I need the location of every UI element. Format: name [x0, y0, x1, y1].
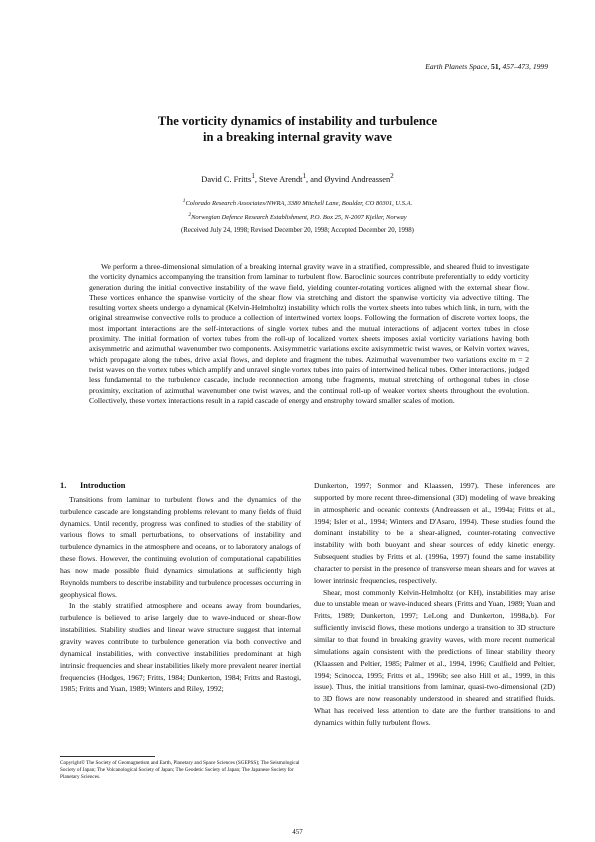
author-1-affil: 1	[251, 172, 255, 180]
journal-name: Earth Planets Space,	[425, 62, 490, 71]
footnote-rule	[60, 756, 155, 757]
copyright-notice: Copyright© The Society of Geomagnetism and Earth, Planetary and Space Sciences (SGEPSS); The Seismological Society of Japan; The Volcanological Society of Japan; The Geodetic Society of Japan; The Japanese Society for Planetary Sciences.	[60, 760, 300, 780]
paper-title	[0, 113, 595, 145]
journal-citation	[425, 62, 548, 71]
page-number: 457	[292, 828, 303, 836]
column-left	[60, 480, 301, 695]
paragraph: In the stably stratified atmosphere and oceans away from boundaries, turbulence is believed to arise largely due to wave-induced or shear-flow instabilities. Stability studies and linear wave structure suggest that internal gravity waves contribute to turbulence generation via both convective and dynamical instabilities, with convective instabilities predominant at high intrinsic frequencies and shear instabilities likely more prevalent nearer inertial frequencies (Hodges, 1967; Fritts, 1984; Dunkerton, 1984; Fritts and Rastogi, 1985; Fritts and Yuan, 1989; Winters and Riley, 1992;	[60, 601, 301, 694]
affiliation-2: $^2$Norwegian Defence Research Establishment, P.O. Box 25, N-2007 Kjeller, Norway	[188, 211, 407, 221]
affiliation-1: $^1$Colorado Research Associates/NWRA, 3380 Mitchell Lane, Boulder, CO 80301, U.S.A.	[182, 198, 413, 208]
section-heading	[60, 480, 301, 492]
section-number: 1.	[60, 481, 67, 490]
paragraph: Transitions from laminar to turbulent flows and the dynamics of the turbulence cascade are longstanding problems relevant to many fields of fluid dynamics. Until recently, progress was confined to studies of the stability of various flows to small perturbations, to observations of instability and turbulence dynamics in the atmosphere and oceans, or to laboratory analogs of these flows. However, the continuing evolution of computational capabilities has now made possible fluid dynamics simulations at sufficiently high Reynolds numbers to describe instability and turbulence processes occurring in geophysical flows.	[60, 494, 301, 599]
paragraph: Shear, most commonly Kelvin-Helmholtz (or KH), instabilities may arise due to unstable mean or wave-induced shears (Fritts and Yuan, 1989; Yuan and Fritts, 1989; Dunkerton, 1997; LeLong and Dunkerton, 1998a,b). For sufficiently inviscid flows, these motions undergo a transition to 3D structure similar to that found in breaking gravity waves, with more recent numerical simulations again consistent with the predictions of linear stability theory (Klaassen and Peltier, 1985; Palmer et al., 1994, 1996; Caulfield and Peltier, 1994; Scinocca, 1995; Fritts et al., 1996b; see also Hill et al., 1999, in this issue). Thus, the initial transitions from laminar, quasi-two-dimensional (2D) to 3D flows are now reasonably understood in sheared and stratified fluids. What has received less attention to date are the further transitions to and dynamics within fully turbulent flows.	[314, 587, 555, 727]
received-dates: (Received July 24, 1998; Revised December 20, 1998; Accepted December 20, 1998)	[181, 227, 414, 234]
author-list: David C. Fritts$^1$, Steve Arendt$^1$, and Øyvind Andreassen$^2$	[201, 172, 394, 184]
author-3: and Øyvind Andreassen	[310, 174, 391, 184]
journal-volume: 51,	[491, 62, 501, 71]
abstract: We perform a three-dimensional simulation of a breaking internal gravity wave in a stratified, compressible, and sheared fluid to investigate the vorticity dynamics accompanying the transition from laminar to turbulent flow. Baroclinic sources contribute preferentially to eddy vorticity generation during the initial convective instability of the wave field, yielding counter-rotating vortices aligned with the external shear flow. These vortices enhance the spanwise vorticity of the shear flow via stretching and distort the spanwise vorticity via advective tilting. The resulting vortex sheets undergo a dynamical (Kelvin-Helmholtz) instability which rolls the vortex sheets into tubes which link, in turn, with the original streamwise convective rolls to produce a collection of intertwined vortex loops. Following the formation of discrete vortex loops, the most important interactions are the self-interactions of single vortex tubes and the mutual interactions of adjacent vortex tubes in close proximity. The initial formation of vortex tubes from the roll-up of localized vortex sheets imposes axial vorticity variations having both axisymmetric and azimuthal wavenumber two components. Axisymmetric variations excite axisymmetric twist waves, or Kelvin vortex waves, which propagate along the tubes, drive axial flows, and deplete and fragment the tubes. Azimuthal wavenumber two variations excite m = 2 twist waves on the vortex tubes which amplify and unravel single vortex tubes into pairs of intertwined helical tubes. Other interactions, judged less fundamental to the turbulence cascade, include reconnection among tube fragments, mutual stretching of orthogonal tubes in close proximity, excitation of azimuthal wavenumber one twist waves, and the continual roll-up of weaker vortex sheets throughout the evolution. Collectively, these vortex interactions result in a rapid cascade of energy and enstrophy toward smaller scales of motion.	[89, 262, 529, 405]
paragraph: Dunkerton, 1997; Sonmor and Klaassen, 1997). These inferences are supported by more recent three-dimensional (3D) modeling of wave breaking in atmospheric and oceanic contexts (Andreassen et al., 1994a; Fritts et al., 1994; Isler et al., 1994; Winters and D'Asaro, 1994). These studies found the dominant instability to be a shear-aligned, counter-rotating convective instability with both buoyant and shear sources of eddy kinetic energy. Subsequent studies by Fritts et al. (1996a, 1997) found the same instability character to persist in the presence of transverse mean shears and for waves at lower intrinsic frequencies, respectively.	[314, 481, 555, 585]
author-3-affil: 2	[390, 172, 394, 180]
section-title: Introduction	[80, 481, 126, 490]
column-right	[314, 480, 555, 729]
author-2-affil: 1	[302, 172, 306, 180]
journal-pages: 457–473, 1999	[502, 62, 548, 71]
title-line-2: in a breaking internal gravity wave	[202, 130, 393, 144]
title-line-1: The vorticity dynamics of instability and turbulence	[157, 114, 438, 128]
affiliations	[0, 196, 595, 223]
author-1: David C. Fritts	[201, 174, 252, 184]
author-2: Steve Arendt	[259, 174, 303, 184]
